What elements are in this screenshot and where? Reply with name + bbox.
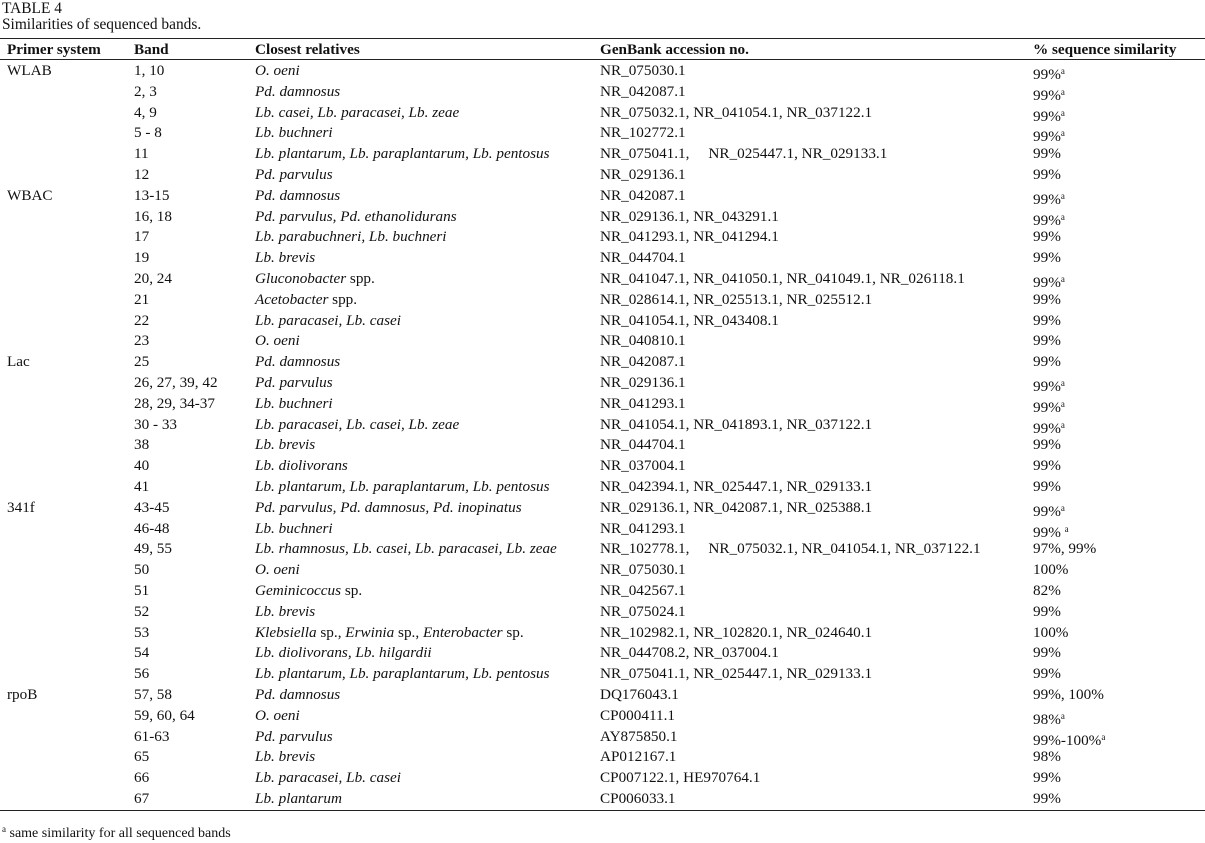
similarity-cell bbox=[1033, 352, 1061, 373]
table-label: TABLE 4 bbox=[2, 0, 62, 17]
table-row bbox=[0, 61, 1205, 82]
similarity-value: 97%, 99% bbox=[1033, 540, 1097, 558]
closest-relatives-cell bbox=[255, 207, 457, 228]
table-row bbox=[0, 227, 1205, 248]
similarity-cell bbox=[1033, 664, 1061, 685]
band-cell: 54 bbox=[134, 644, 150, 662]
similarity-value: 99% bbox=[1033, 128, 1061, 146]
similarity-cell bbox=[1033, 581, 1061, 602]
accession-cell: NR_042087.1 bbox=[600, 353, 686, 371]
footnote-marker: a bbox=[2, 824, 6, 834]
band-cell: 19 bbox=[134, 249, 150, 267]
taxon-name: Erwinia bbox=[345, 623, 395, 641]
table-row bbox=[0, 643, 1205, 664]
similarity-value: 100% bbox=[1033, 561, 1069, 579]
taxon-name: Lb. buchneri bbox=[255, 124, 333, 142]
band-cell: 23 bbox=[134, 332, 150, 350]
band-cell: 1, 10 bbox=[134, 62, 165, 79]
accession-cell: NR_075041.1, NR_025447.1, NR_029133.1 bbox=[600, 665, 873, 683]
band-cell: 38 bbox=[134, 436, 150, 454]
similarity-cell bbox=[1033, 435, 1061, 456]
accession-cell: NR_029136.1, NR_042087.1, NR_025388.1 bbox=[600, 498, 873, 516]
footnote-marker: a bbox=[1060, 211, 1065, 222]
similarity-value: 99% bbox=[1033, 311, 1061, 329]
taxon-name: Lb. parabuchneri, Lb. buchneri bbox=[255, 228, 447, 246]
similarity-value: 99% bbox=[1033, 190, 1061, 208]
similarity-value: 99% bbox=[1033, 419, 1061, 437]
closest-relatives-cell bbox=[255, 144, 550, 165]
table-row bbox=[0, 747, 1205, 768]
similarity-cell bbox=[1033, 331, 1061, 352]
accession-cell: CP000411.1 bbox=[600, 706, 675, 724]
accession-cell: CP007122.1, HE970764.1 bbox=[600, 769, 761, 787]
band-cell: 17 bbox=[134, 228, 150, 246]
table-row bbox=[0, 498, 1205, 519]
footnote-marker: a bbox=[1060, 66, 1065, 76]
taxon-name: Lb. brevis bbox=[255, 249, 316, 267]
closest-relatives-cell bbox=[255, 227, 447, 248]
taxon-name: Enterobacter bbox=[422, 623, 503, 641]
similarity-cell bbox=[1033, 311, 1061, 332]
similarity-cell bbox=[1033, 248, 1061, 269]
taxon-name: Geminicoccus bbox=[255, 581, 342, 599]
similarity-value: 99% bbox=[1033, 86, 1061, 104]
table-row bbox=[0, 789, 1205, 810]
footnote-text: same similarity for all sequenced bands bbox=[6, 826, 231, 841]
accession-cell: NR_042394.1, NR_025447.1, NR_029133.1 bbox=[600, 477, 873, 495]
footnote-marker: a bbox=[1060, 273, 1065, 284]
band-cell: 50 bbox=[134, 561, 150, 579]
accession-cell: DQ176043.1 bbox=[600, 685, 679, 703]
accession-cell: NR_040810.1 bbox=[600, 332, 686, 350]
band-cell: 2, 3 bbox=[134, 82, 157, 100]
header-band: Band bbox=[134, 41, 169, 58]
similarity-cell bbox=[1033, 747, 1061, 768]
table-title: Similarities of sequenced bands. bbox=[2, 16, 202, 33]
closest-relatives-cell bbox=[255, 165, 333, 186]
similarity-value: 99% bbox=[1033, 602, 1061, 620]
closest-relatives-cell bbox=[255, 103, 459, 124]
similarity-value: 99% bbox=[1033, 228, 1061, 246]
similarity-cell bbox=[1033, 685, 1104, 706]
closest-relatives-cell bbox=[255, 352, 340, 373]
closest-relatives-cell bbox=[255, 311, 401, 332]
similarity-value: 99% bbox=[1033, 523, 1065, 541]
taxon-name: Pd. damnosus bbox=[255, 353, 341, 371]
band-cell: 66 bbox=[134, 769, 150, 787]
taxon-qualifier: sp. bbox=[341, 581, 363, 599]
accession-cell: NR_041293.1, NR_041294.1 bbox=[600, 228, 779, 246]
table-row bbox=[0, 623, 1205, 644]
accession-cell: NR_102778.1, NR_075032.1, NR_041054.1, NR_037122.1 bbox=[600, 540, 981, 558]
table-row bbox=[0, 290, 1205, 311]
closest-relatives-cell bbox=[255, 664, 550, 685]
taxon-name: O. oeni bbox=[255, 332, 300, 350]
taxon-name: Klebsiella bbox=[255, 623, 317, 641]
table-row bbox=[0, 560, 1205, 581]
band-cell: 43-45 bbox=[134, 498, 170, 516]
band-cell: 26, 27, 39, 42 bbox=[134, 373, 218, 391]
similarity-value: 82% bbox=[1033, 581, 1061, 599]
table-row bbox=[0, 207, 1205, 228]
taxon-name: Pd. damnosus bbox=[255, 82, 341, 100]
taxon-name: Pd. parvulus bbox=[255, 373, 333, 391]
taxon-name: Pd. damnosus bbox=[255, 685, 341, 703]
table-row bbox=[0, 415, 1205, 436]
table-row bbox=[0, 331, 1205, 352]
accession-cell: NR_075030.1 bbox=[600, 561, 686, 579]
taxon-qualifier: sp., bbox=[316, 623, 346, 641]
closest-relatives-cell bbox=[255, 706, 300, 727]
closest-relatives-cell bbox=[255, 602, 315, 623]
taxon-name: Lb. plantarum, Lb. paraplantarum, Lb. pentosus bbox=[255, 145, 550, 163]
similarity-cell bbox=[1033, 227, 1061, 248]
table-row bbox=[0, 456, 1205, 477]
primer-system-cell: rpoB bbox=[7, 685, 38, 703]
table-row bbox=[0, 394, 1205, 415]
band-cell: 13-15 bbox=[134, 186, 170, 204]
similarity-cell bbox=[1033, 165, 1061, 186]
taxon-qualifier: sp. bbox=[502, 623, 524, 641]
similarity-value: 99%-100% bbox=[1033, 731, 1102, 749]
similarity-cell bbox=[1033, 539, 1096, 560]
accession-cell: NR_041293.1 bbox=[600, 394, 686, 412]
similarity-cell bbox=[1033, 560, 1068, 581]
band-cell: 52 bbox=[134, 602, 150, 620]
accession-cell: NR_102982.1, NR_102820.1, NR_024640.1 bbox=[600, 623, 873, 641]
closest-relatives-cell bbox=[255, 747, 315, 768]
taxon-name: Lb. plantarum, Lb. paraplantarum, Lb. pentosus bbox=[255, 477, 550, 495]
closest-relatives-cell bbox=[255, 290, 357, 311]
taxon-name: Pd. parvulus bbox=[255, 727, 333, 745]
band-cell: 57, 58 bbox=[134, 685, 172, 703]
taxon-name: Lb. brevis bbox=[255, 602, 316, 620]
band-cell: 25 bbox=[134, 353, 150, 371]
accession-cell: NR_044708.2, NR_037004.1 bbox=[600, 644, 779, 662]
accession-cell: NR_042567.1 bbox=[600, 581, 686, 599]
accession-cell: AY875850.1 bbox=[600, 727, 678, 745]
similarity-value: 99% bbox=[1033, 477, 1061, 495]
taxon-name: Lb. diolivorans bbox=[255, 457, 348, 475]
footnote-marker: a bbox=[1101, 731, 1106, 742]
table-row bbox=[0, 477, 1205, 498]
taxon-name: Lb. paracasei, Lb. casei bbox=[255, 311, 401, 329]
footnote-marker: a bbox=[1060, 128, 1065, 139]
table-row bbox=[0, 123, 1205, 144]
table-header bbox=[0, 39, 1205, 60]
similarity-cell bbox=[1033, 602, 1061, 623]
similarity-value: 99% bbox=[1033, 457, 1061, 475]
primer-system-cell: Lac bbox=[7, 353, 30, 371]
similarity-value: 99% bbox=[1033, 145, 1061, 163]
closest-relatives-cell bbox=[255, 456, 348, 477]
band-cell: 61-63 bbox=[134, 727, 170, 745]
taxon-name: Lb. diolivorans, Lb. hilgardii bbox=[255, 644, 432, 662]
footnote-marker: a bbox=[1060, 107, 1065, 118]
primer-system-cell: 341f bbox=[7, 498, 35, 516]
accession-cell: AP012167.1 bbox=[600, 748, 677, 766]
band-cell: 41 bbox=[134, 477, 150, 495]
table-row bbox=[0, 602, 1205, 623]
similarity-value: 99% bbox=[1033, 665, 1061, 683]
closest-relatives-cell bbox=[255, 581, 362, 602]
primer-system-cell: WLAB bbox=[7, 62, 52, 79]
band-cell: 16, 18 bbox=[134, 207, 172, 225]
similarity-value: 99% bbox=[1033, 211, 1061, 229]
closest-relatives-cell bbox=[255, 415, 459, 436]
closest-relatives-cell bbox=[255, 61, 300, 82]
table-row bbox=[0, 373, 1205, 394]
header-primer-system: Primer system bbox=[7, 41, 101, 58]
closest-relatives-cell bbox=[255, 789, 342, 810]
band-cell: 20, 24 bbox=[134, 269, 172, 287]
table-row bbox=[0, 519, 1205, 540]
band-cell: 28, 29, 34-37 bbox=[134, 394, 215, 412]
taxon-name: Lb. paracasei, Lb. casei, Lb. zeae bbox=[255, 415, 460, 433]
table-row bbox=[0, 82, 1205, 103]
taxon-qualifier: sp., bbox=[394, 623, 423, 641]
table-row bbox=[0, 186, 1205, 207]
taxon-name: Lb. plantarum, Lb. paraplantarum, Lb. pentosus bbox=[255, 665, 550, 683]
band-cell: 30 - 33 bbox=[134, 415, 178, 433]
similarity-value: 99% bbox=[1033, 377, 1061, 395]
similarity-cell bbox=[1033, 290, 1061, 311]
taxon-name: O. oeni bbox=[255, 706, 300, 724]
accession-cell: NR_044704.1 bbox=[600, 249, 686, 267]
footnote-marker: a bbox=[1060, 710, 1065, 721]
accession-cell: NR_028614.1, NR_025513.1, NR_025512.1 bbox=[600, 290, 873, 308]
similarity-cell bbox=[1033, 643, 1061, 664]
similarity-cell bbox=[1033, 623, 1068, 644]
table-row bbox=[0, 269, 1205, 290]
similarity-value: 99% bbox=[1033, 353, 1061, 371]
table-row bbox=[0, 352, 1205, 373]
accession-cell: NR_041293.1 bbox=[600, 519, 686, 537]
primer-system-cell: WBAC bbox=[7, 186, 53, 204]
closest-relatives-cell bbox=[255, 498, 522, 519]
closest-relatives-cell bbox=[255, 123, 333, 144]
accession-cell: NR_041054.1, NR_041893.1, NR_037122.1 bbox=[600, 415, 873, 433]
band-cell: 12 bbox=[134, 165, 150, 183]
closest-relatives-cell bbox=[255, 435, 315, 456]
accession-cell: NR_075041.1, NR_025447.1, NR_029133.1 bbox=[600, 145, 888, 163]
closest-relatives-cell bbox=[255, 768, 401, 789]
closest-relatives-cell bbox=[255, 269, 375, 290]
table-row bbox=[0, 165, 1205, 186]
similarity-cell bbox=[1033, 789, 1061, 810]
closest-relatives-cell bbox=[255, 82, 340, 103]
similarity-value: 99% bbox=[1033, 249, 1061, 267]
band-cell: 46-48 bbox=[134, 519, 170, 537]
accession-cell: NR_029136.1 bbox=[600, 373, 686, 391]
band-cell: 51 bbox=[134, 581, 150, 599]
closest-relatives-cell bbox=[255, 519, 333, 540]
table-body bbox=[0, 60, 1205, 811]
accession-cell: NR_102772.1 bbox=[600, 124, 686, 142]
footnote-marker: a bbox=[1060, 190, 1065, 201]
header-closest-relatives: Closest relatives bbox=[255, 41, 360, 58]
table-row bbox=[0, 664, 1205, 685]
accession-cell: NR_029136.1 bbox=[600, 165, 686, 183]
closest-relatives-cell bbox=[255, 643, 432, 664]
similarity-value: 99% bbox=[1033, 644, 1061, 662]
taxon-name: Gluconobacter bbox=[255, 269, 347, 287]
taxon-qualifier: spp. bbox=[346, 269, 375, 287]
taxon-name: Acetobacter bbox=[255, 290, 329, 308]
taxon-name: O. oeni bbox=[255, 62, 300, 79]
closest-relatives-cell bbox=[255, 727, 333, 748]
table-row bbox=[0, 539, 1205, 560]
header-genbank-accession: GenBank accession no. bbox=[600, 41, 749, 58]
taxon-name: Lb. paracasei, Lb. casei bbox=[255, 769, 401, 787]
table-row bbox=[0, 144, 1205, 165]
similarity-cell bbox=[1033, 456, 1061, 477]
taxon-name: Lb. buchneri bbox=[255, 394, 333, 412]
accession-cell: NR_041054.1, NR_043408.1 bbox=[600, 311, 779, 329]
band-cell: 65 bbox=[134, 748, 150, 766]
closest-relatives-cell bbox=[255, 477, 550, 498]
taxon-name: Lb. rhamnosus, Lb. casei, Lb. paracasei, Lb. zeae bbox=[255, 540, 557, 558]
taxon-name: Lb. plantarum bbox=[255, 789, 342, 807]
similarity-value: 99% bbox=[1033, 165, 1061, 183]
accession-cell: NR_075032.1, NR_041054.1, NR_037122.1 bbox=[600, 103, 873, 121]
similarity-cell bbox=[1033, 768, 1061, 789]
accession-cell: NR_029136.1, NR_043291.1 bbox=[600, 207, 779, 225]
band-cell: 53 bbox=[134, 623, 150, 641]
table-row bbox=[0, 727, 1205, 748]
band-cell: 21 bbox=[134, 290, 150, 308]
footnote-marker: a bbox=[1064, 523, 1069, 534]
taxon-name: Lb. brevis bbox=[255, 436, 316, 454]
header-sequence-similarity: % sequence similarity bbox=[1033, 41, 1177, 58]
closest-relatives-cell bbox=[255, 186, 340, 207]
closest-relatives-cell bbox=[255, 623, 524, 644]
similarity-value: 99% bbox=[1033, 107, 1061, 125]
accession-cell: NR_075024.1 bbox=[600, 602, 686, 620]
similarity-value: 98% bbox=[1033, 710, 1061, 728]
similarity-value: 99% bbox=[1033, 66, 1061, 83]
similarity-value: 99% bbox=[1033, 436, 1061, 454]
taxon-name: Lb. casei, Lb. paracasei, Lb. zeae bbox=[255, 103, 460, 121]
footnote-marker: a bbox=[1060, 419, 1065, 430]
accession-cell: CP006033.1 bbox=[600, 789, 676, 807]
similarity-value: 100% bbox=[1033, 623, 1069, 641]
closest-relatives-cell bbox=[255, 685, 340, 706]
closest-relatives-cell bbox=[255, 560, 300, 581]
table-row bbox=[0, 706, 1205, 727]
band-cell: 22 bbox=[134, 311, 150, 329]
band-cell: 11 bbox=[134, 145, 149, 163]
band-cell: 67 bbox=[134, 789, 150, 807]
similarity-table bbox=[0, 38, 1205, 811]
footnote-marker: a bbox=[1060, 86, 1065, 97]
accession-cell: NR_042087.1 bbox=[600, 186, 686, 204]
similarity-value: 99% bbox=[1033, 273, 1061, 291]
similarity-value: 99% bbox=[1033, 769, 1061, 787]
table-row bbox=[0, 685, 1205, 706]
taxon-name: Pd. parvulus, Pd. damnosus, Pd. inopinatus bbox=[255, 498, 522, 516]
band-cell: 40 bbox=[134, 457, 150, 475]
table-row bbox=[0, 581, 1205, 602]
closest-relatives-cell bbox=[255, 394, 333, 415]
closest-relatives-cell bbox=[255, 373, 333, 394]
similarity-value: 99% bbox=[1033, 789, 1061, 807]
similarity-value: 98% bbox=[1033, 748, 1061, 766]
similarity-cell bbox=[1033, 144, 1061, 165]
taxon-name: Lb. buchneri bbox=[255, 519, 333, 537]
similarity-value: 99% bbox=[1033, 332, 1061, 350]
closest-relatives-cell bbox=[255, 248, 315, 269]
similarity-value: 99% bbox=[1033, 398, 1061, 416]
taxon-name: Pd. parvulus bbox=[255, 165, 333, 183]
accession-cell: NR_042087.1 bbox=[600, 82, 686, 100]
accession-cell: NR_037004.1 bbox=[600, 457, 686, 475]
similarity-value: 99% bbox=[1033, 290, 1061, 308]
table-row bbox=[0, 768, 1205, 789]
similarity-value: 99%, 100% bbox=[1033, 685, 1104, 703]
accession-cell: NR_044704.1 bbox=[600, 436, 686, 454]
table-row bbox=[0, 435, 1205, 456]
taxon-name: Pd. parvulus, Pd. ethanolidurans bbox=[255, 207, 457, 225]
taxon-name: Lb. brevis bbox=[255, 748, 316, 766]
table-row bbox=[0, 311, 1205, 332]
band-cell: 4, 9 bbox=[134, 103, 157, 121]
accession-cell: NR_075030.1 bbox=[600, 62, 686, 79]
closest-relatives-cell bbox=[255, 539, 557, 560]
accession-cell: NR_041047.1, NR_041050.1, NR_041049.1, NR_026118.1 bbox=[600, 269, 965, 287]
band-cell: 56 bbox=[134, 665, 150, 683]
band-cell: 49, 55 bbox=[134, 540, 172, 558]
footnote-marker: a bbox=[1060, 398, 1065, 409]
band-cell: 59, 60, 64 bbox=[134, 706, 195, 724]
taxon-name: O. oeni bbox=[255, 561, 300, 579]
table-row bbox=[0, 248, 1205, 269]
taxon-name: Pd. damnosus bbox=[255, 186, 341, 204]
footnote-marker: a bbox=[1060, 502, 1065, 513]
band-cell: 5 - 8 bbox=[134, 124, 162, 142]
taxon-qualifier: spp. bbox=[328, 290, 358, 308]
similarity-value: 99% bbox=[1033, 502, 1061, 520]
table-row bbox=[0, 103, 1205, 124]
footnote-marker: a bbox=[1060, 377, 1065, 388]
closest-relatives-cell bbox=[255, 331, 300, 352]
similarity-cell bbox=[1033, 477, 1061, 498]
